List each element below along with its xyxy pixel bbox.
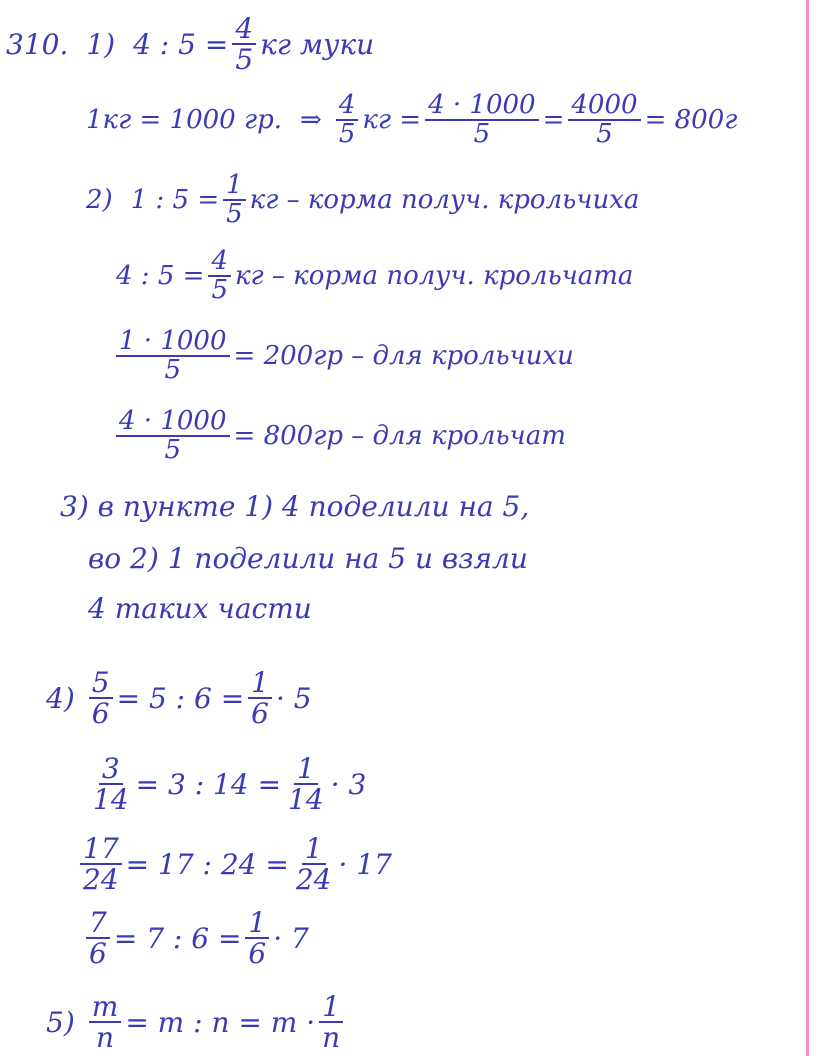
fraction-denominator: n bbox=[96, 1021, 115, 1055]
fraction-numerator: 17 bbox=[80, 834, 122, 865]
line-part2-1 bbox=[86, 172, 639, 229]
line-part3-1 bbox=[60, 490, 529, 523]
part1-lhs: 4 : 5 = bbox=[133, 27, 229, 61]
part2-marker: 2) bbox=[86, 185, 113, 216]
part4-row4-mid: = 7 : 6 = bbox=[113, 921, 242, 955]
part4-marker: 4) bbox=[46, 681, 75, 715]
fraction-denominator: 5 bbox=[226, 199, 243, 230]
conv-equals: = bbox=[542, 105, 565, 136]
line-part4-1 bbox=[46, 668, 312, 729]
line-part1 bbox=[6, 14, 374, 75]
part4-row3-tail: · 17 bbox=[338, 847, 392, 881]
line-part2-2 bbox=[116, 248, 633, 305]
line-part4-3 bbox=[76, 834, 392, 895]
fraction-denominator: 5 bbox=[211, 275, 228, 306]
page-margin-line bbox=[806, 0, 809, 1056]
problem-number: 310. bbox=[6, 27, 69, 61]
part2-line4-fraction bbox=[116, 408, 230, 465]
fraction-denominator: 5 bbox=[596, 119, 613, 150]
fraction-numerator: 1 bbox=[294, 754, 318, 785]
part2-line2-lhs: 4 : 5 = bbox=[116, 261, 205, 292]
fraction-numerator: 5 bbox=[89, 668, 113, 699]
fraction-numerator: 1 bbox=[245, 908, 269, 939]
part1-tail: кг муки bbox=[260, 27, 375, 61]
part4-row2-fraction bbox=[90, 754, 132, 815]
fraction-numerator: 1 bbox=[302, 834, 326, 865]
fraction-numerator: 1 bbox=[248, 668, 272, 699]
fraction-denominator: 24 bbox=[83, 863, 119, 897]
line-part2-4 bbox=[112, 408, 566, 465]
fraction-denominator: 24 bbox=[295, 863, 332, 897]
part4-row3-mid: = 17 : 24 = bbox=[125, 847, 289, 881]
part4-row1-tail: · 5 bbox=[276, 681, 312, 715]
line-part5 bbox=[46, 992, 347, 1053]
part4-row4-tail: · 7 bbox=[273, 921, 309, 955]
fraction-denominator: 6 bbox=[251, 697, 269, 731]
part2-line4-tail: = 800гр – для крольчат bbox=[233, 421, 566, 452]
conv-fraction-1 bbox=[336, 92, 359, 149]
fraction-numerator: 1 bbox=[319, 992, 343, 1023]
fraction-denominator: 6 bbox=[91, 697, 110, 731]
fraction-denominator: 5 bbox=[235, 43, 254, 77]
part3-line3: 4 таких части bbox=[88, 592, 312, 625]
line-part4-4 bbox=[82, 908, 309, 969]
fraction-numerator: m bbox=[89, 992, 122, 1023]
part1-fraction bbox=[232, 14, 256, 75]
part3-line2: во 2) 1 поделили на 5 и взяли bbox=[88, 542, 528, 575]
fraction-numerator: 1 · 1000 bbox=[116, 328, 230, 357]
fraction-numerator: 4 · 1000 bbox=[116, 408, 230, 437]
line-part1-conversion bbox=[86, 92, 737, 149]
conv-fraction-3 bbox=[568, 92, 640, 149]
line-part4-2 bbox=[86, 754, 366, 815]
fraction-denominator: 5 bbox=[338, 119, 356, 150]
line-part3-3 bbox=[88, 592, 312, 625]
part2-line3-fraction bbox=[116, 328, 230, 385]
part4-row3-fraction2 bbox=[293, 834, 335, 895]
line-part2-3 bbox=[112, 328, 574, 385]
part2-line1-tail: кг – корма получ. крольчиха bbox=[249, 185, 640, 216]
part4-row2-mid: = 3 : 14 = bbox=[135, 767, 282, 801]
part3-line1: 3) в пункте 1) 4 поделили на 5, bbox=[60, 490, 530, 523]
part4-row2-tail: · 3 bbox=[330, 767, 367, 801]
part2-line1-fraction bbox=[223, 172, 246, 229]
fraction-denominator: 5 bbox=[164, 355, 182, 386]
fraction-denominator: n bbox=[322, 1021, 341, 1055]
implies-arrow: ⇒ bbox=[300, 105, 322, 136]
part5-mid: = m : n = m · bbox=[125, 1005, 316, 1039]
part4-row4-fraction bbox=[86, 908, 110, 969]
part5-fraction2 bbox=[319, 992, 343, 1053]
part4-row3-fraction bbox=[80, 834, 122, 895]
part4-row4-fraction2 bbox=[245, 908, 269, 969]
fraction-numerator: 3 bbox=[99, 754, 123, 785]
fraction-numerator: 7 bbox=[86, 908, 110, 939]
part5-marker: 5) bbox=[46, 1005, 75, 1039]
part4-row1-mid: = 5 : 6 = bbox=[116, 681, 245, 715]
part4-row2-fraction2 bbox=[285, 754, 327, 815]
fraction-numerator: 4 bbox=[232, 14, 256, 45]
fraction-denominator: 14 bbox=[288, 783, 324, 817]
part2-line2-fraction bbox=[208, 248, 231, 305]
part4-row1-fraction bbox=[89, 668, 113, 729]
fraction-denominator: 6 bbox=[248, 937, 267, 971]
part2-line3-tail: = 200гр – для крольчихи bbox=[233, 341, 574, 372]
conv-unit: кг = bbox=[362, 105, 422, 136]
conversion-equation: 1кг = 1000 гр. bbox=[86, 105, 283, 136]
part1-marker: 1) bbox=[86, 27, 116, 61]
part4-row1-fraction2 bbox=[248, 668, 272, 729]
fraction-numerator: 4000 bbox=[568, 92, 640, 121]
line-part3-2 bbox=[88, 542, 528, 575]
fraction-denominator: 5 bbox=[164, 435, 182, 466]
fraction-numerator: 4 bbox=[208, 248, 231, 277]
fraction-denominator: 5 bbox=[473, 119, 491, 150]
part2-line2-tail: кг – корма получ. крольчата bbox=[234, 261, 634, 292]
fraction-numerator: 4 bbox=[336, 92, 359, 121]
fraction-numerator: 1 bbox=[223, 172, 246, 201]
fraction-numerator: 4 · 1000 bbox=[425, 92, 539, 121]
fraction-denominator: 6 bbox=[89, 937, 107, 971]
conv-result: = 800г bbox=[644, 105, 738, 136]
part2-line1-lhs: 1 : 5 = bbox=[130, 185, 220, 216]
fraction-denominator: 14 bbox=[93, 783, 129, 817]
conv-fraction-2 bbox=[425, 92, 539, 149]
part5-fraction bbox=[89, 992, 122, 1053]
